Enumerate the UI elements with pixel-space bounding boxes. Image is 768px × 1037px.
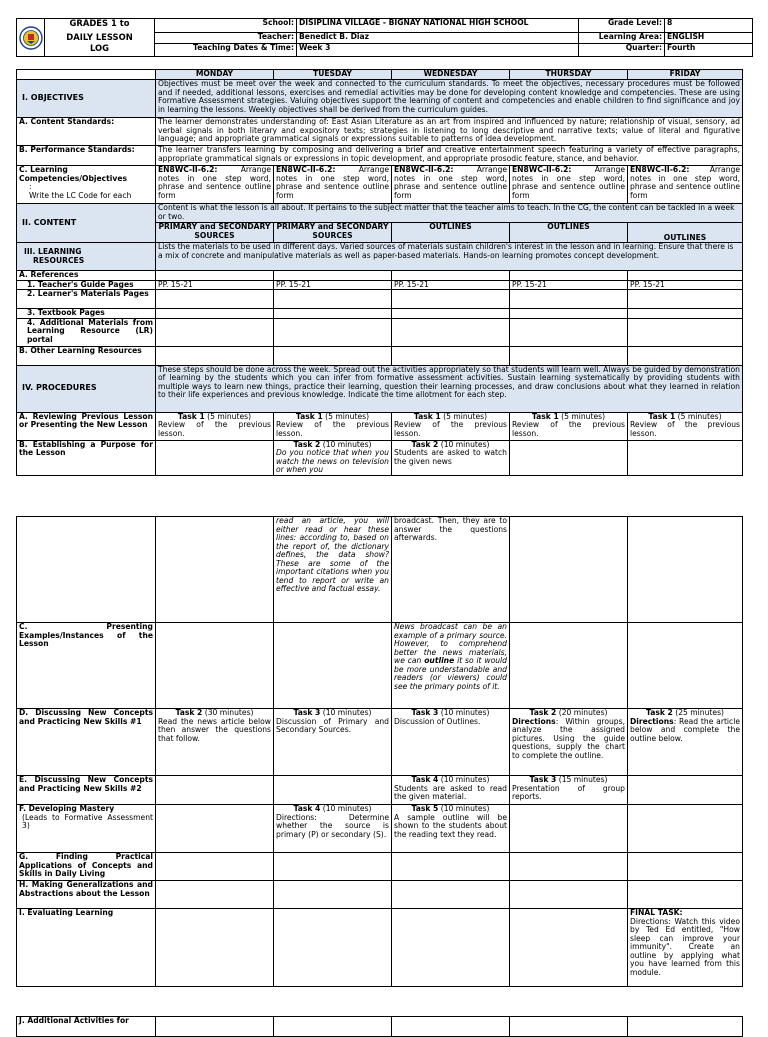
content-desc-row <box>17 204 743 223</box>
proc-i-friday: FINAL TASK: Directions: Watch this video by Ted Ed entitled, "How sleep can improve your immunity". Create an outline by applying what you have learned from this module. <box>628 909 743 987</box>
school-label: School: <box>155 19 297 33</box>
proc-e-row <box>17 776 743 805</box>
proc-d-tuesday: Task 3 (10 minutes) Discussion of Primary and Secondary Sources. <box>274 709 392 776</box>
proc-f-label-2: (Leads to Formative Assessment 3) <box>22 812 153 830</box>
lm-pages-row <box>17 290 743 309</box>
proc-f-wednesday: Task 5 (10 minutes) A sample outline will be shown to the students about the reading text they read. <box>392 805 510 853</box>
content-standards-label: A. Content Standards: <box>17 118 156 146</box>
proc-b-label: B. Establishing a Purpose for the Lesson <box>17 440 156 475</box>
days-row <box>17 70 743 80</box>
competencies-colon: : <box>29 182 32 191</box>
tg-pages-row <box>17 280 743 290</box>
proc-c-wednesday: News broadcast can be an example of a primary source. However, to comprehend better the news materials, we can outline it so it would be more understandable and readers (or viewers) could see the primary points of it. <box>392 623 510 709</box>
proc-a-row <box>17 412 743 440</box>
additional-materials-row <box>17 318 743 346</box>
other-resources-label: B. Other Learning Resources <box>17 346 156 365</box>
additional-materials-label: 4. Additional Materials from Learning Resource (LR) portal <box>17 318 156 346</box>
grade-value: 8 <box>665 19 753 33</box>
grade-label: Grade Level: <box>579 19 665 33</box>
proc-a-label: A. Reviewing Previous Lesson or Presenting the New Lesson <box>17 412 156 440</box>
proc-h-label: H. Making Generalizations and Abstractions about the Lesson <box>17 881 156 909</box>
proc-d-wednesday: Task 3 (10 minutes) Discussion of Outlines. <box>392 709 510 776</box>
tg-pages-label: 1. Teacher's Guide Pages <box>17 280 156 290</box>
dll-additional-table <box>16 1016 743 1037</box>
quarter-value: Fourth <box>665 44 753 57</box>
header-title-2: DAILY LESSON <box>45 33 155 44</box>
tg-tuesday: PP. 15-21 <box>274 280 392 290</box>
references-label: A. References <box>17 271 156 281</box>
proc-b-tuesday: Task 2 (10 minutes) Do you notice that when you watch the news on television or when you <box>274 440 392 475</box>
proc-b-row <box>17 440 743 475</box>
proc-a-wednesday: Task 1 (5 minutes) Review of the previous lesson. <box>392 412 510 440</box>
proc-c-label: C. Presenting Examples/Instances of the Lesson <box>17 623 156 709</box>
proc-b-wednesday-cont: broadcast. Then, they are to answer the questions afterwards. <box>392 517 510 623</box>
content-monday: PRIMARY and SECONDARY SOURCES <box>156 223 274 243</box>
resources-row <box>17 243 743 271</box>
area-value: ENGLISH <box>665 33 753 44</box>
performance-standards-row <box>17 146 743 166</box>
content-standards-row <box>17 118 743 146</box>
day-wednesday: WEDNESDAY <box>392 70 510 80</box>
school-value: DISIPLINA VILLAGE - BIGNAY NATIONAL HIGH SCHOOL <box>297 19 579 33</box>
competency-thursday: EN8WC-II-6.2: Arrange notes in one step word, phrase and sentence outline form <box>510 166 628 204</box>
quarter-label: Quarter: <box>579 44 665 57</box>
proc-e-thursday: Task 3 (15 minutes) Presentation of group reports. <box>510 776 628 805</box>
procedures-label: IV. PROCEDURES <box>17 365 156 412</box>
proc-d-label: D. Discussing New Concepts and Practicing New Skills #1 <box>17 709 156 776</box>
header-table <box>16 18 753 57</box>
day-thursday: THURSDAY <box>510 70 628 80</box>
proc-i-label: I. Evaluating Learning <box>17 909 156 987</box>
other-resources-row <box>17 346 743 365</box>
proc-e-label: E. Discussing New Concepts and Practicing New Skills #2 <box>17 776 156 805</box>
tg-monday: PP. 15-21 <box>156 280 274 290</box>
proc-f-row <box>17 805 743 853</box>
proc-g-label: G. Finding Practical Applications of Concepts and Skills in Daily Living <box>17 853 156 881</box>
performance-standards-label: B. Performance Standards: <box>17 146 156 166</box>
teacher-label: Teacher: <box>155 33 297 44</box>
content-label: II. CONTENT <box>17 204 156 243</box>
dates-value: Week 3 <box>297 44 579 57</box>
objectives-label: I. OBJECTIVES <box>17 80 156 118</box>
objectives-row <box>17 80 743 118</box>
competencies-row <box>17 166 743 204</box>
proc-f-label: F. Developing Mastery <box>19 804 115 813</box>
competencies-label-2: Write the LC Code for each <box>29 190 132 200</box>
tg-wednesday: PP. 15-21 <box>392 280 510 290</box>
proc-a-monday: Task 1 (5 minutes) Review of the previous lesson. <box>156 412 274 440</box>
competencies-label-cell <box>17 166 156 204</box>
competencies-label: C. Learning Competencies/Objectives <box>19 165 128 183</box>
content-standards-text: The learner demonstrates understanding of: East Asian Literature as an art from inspired and influenced by nature; relationship of visual, sensory, ad verbal signals in both literary and expository texts; strategies in listening to long descriptive and narrative texts; value of literal and figurative language; and appropriate grammatical signals or expressions suitable to patterns of idea development. <box>156 118 743 146</box>
procedures-row <box>17 365 743 412</box>
content-text: Content is what the lesson is all about. It pertains to the subject matter that the teacher aims to teach. In the CG, the content can be tackled in a week or two. <box>156 204 743 223</box>
proc-d-monday: Task 2 (30 minutes) Read the news article below then answer the questions that follow. <box>156 709 274 776</box>
textbook-row <box>17 309 743 319</box>
proc-e-wednesday: Task 4 (10 minutes) Students are asked to read the given material. <box>392 776 510 805</box>
area-label: Learning Area: <box>579 33 665 44</box>
competency-friday: EN8WC-II-6.2: Arrange notes in one step word, phrase and sentence outline form <box>628 166 743 204</box>
day-tuesday: TUESDAY <box>274 70 392 80</box>
proc-a-tuesday: Task 1 (5 minutes) Review of the previous lesson. <box>274 412 392 440</box>
resources-label-cell <box>17 243 156 271</box>
proc-j-row <box>17 1017 743 1037</box>
proc-f-label-cell <box>17 805 156 853</box>
header-title-3: LOG <box>45 44 155 57</box>
resources-label-1: III. LEARNING <box>24 247 82 256</box>
day-monday: MONDAY <box>156 70 274 80</box>
lm-pages-label: 2. Learner's Materials Pages <box>17 290 156 309</box>
references-row <box>17 271 743 281</box>
logo-cell <box>17 19 45 57</box>
textbook-label: 3. Textbook Pages <box>17 309 156 319</box>
proc-i-row <box>17 909 743 987</box>
teacher-value: Benedict B. Diaz <box>297 33 579 44</box>
dll-main-table <box>16 69 743 476</box>
competency-tuesday: EN8WC-II-6.2: Arrange notes in one step word, phrase and sentence outline form <box>274 166 392 204</box>
content-friday: OUTLINES <box>628 223 743 243</box>
content-thursday: OUTLINES <box>510 223 628 243</box>
day-friday: FRIDAY <box>628 70 743 80</box>
proc-b-wednesday: Task 2 (10 minutes) Students are asked to watch the given news <box>392 440 510 475</box>
proc-h-row <box>17 881 743 909</box>
proc-j-label: J. Additional Activities for <box>17 1017 156 1037</box>
proc-f-tuesday: Task 4 (10 minutes) Directions: Determine whether the source is primary (P) or secondary (S). <box>274 805 392 853</box>
proc-b-cont-row <box>17 517 743 623</box>
proc-g-row <box>17 853 743 881</box>
resources-label-2: RESOURCES <box>33 255 85 265</box>
proc-a-thursday: Task 1 (5 minutes) Review of the previous lesson. <box>510 412 628 440</box>
competency-wednesday: EN8WC-II-6.2: Arrange notes in one step word, phrase and sentence outline form <box>392 166 510 204</box>
competency-monday: EN8WC-II-6.2: Arrange notes in one step word, phrase and sentence outline form <box>156 166 274 204</box>
procedures-text: These steps should be done across the week. Spread out the activities appropriately so that students will learn well. Always be guided by demonstration of learning by the students which you can infer from formative assessment activities. Sustain learning systematically by providing students with multiple ways to learn new things, practice their learning, question their learning processes, and draw conclusions about what they learned in relation to their life experiences and previous knowledge. Indicate the time allotment for each step. <box>156 365 743 412</box>
deped-seal-icon <box>19 26 43 50</box>
proc-d-row <box>17 709 743 776</box>
performance-standards-text: The learner transfers learning by composing and delivering a brief and creative entertainment speech featuring a variety of effective paragraphs, appropriate grammatical signals or expressions in topic development, and appropriate prosodic feature, stance, and behavior. <box>156 146 743 166</box>
objectives-text: Objectives must be meet over the week and connected to the curriculum standards. To meet the objectives, necessary procedures must be followed and if needed, additional lessons, exercises and remedial activities may be done for developing content knowledge and competencies. These are using Formative Assessment strategies. Valuing objectives support the learning of content and competencies and enable children to find significance and joy in learning the lessons. Weekly objectives shall be derived from the curriculum guides. <box>156 80 743 118</box>
proc-a-friday: Task 1 (5 minutes) Review of the previous lesson. <box>628 412 743 440</box>
content-wednesday: OUTLINES <box>392 223 510 243</box>
proc-c-row <box>17 623 743 709</box>
dll-procedures-table <box>16 516 743 987</box>
proc-b-tuesday-cont: read an article, you will either read or hear these lines: according to, based on the report of, the dictionary defines, the data show? These are some of the important citations when you tend to report or write an effective and factual essay. <box>274 517 392 623</box>
tg-thursday: PP. 15-21 <box>510 280 628 290</box>
header-title-1: GRADES 1 to <box>45 19 155 33</box>
dates-label: Teaching Dates & Time: <box>155 44 297 57</box>
resources-text: Lists the materials to be used in different days. Varied sources of materials sustain children's interest in the lesson and in learning. Ensure that there is a mix of concrete and manipulative materials as well as paper-based materials. Hands-on learning promotes concept development. <box>156 243 743 271</box>
proc-d-thursday: Task 2 (20 minutes) Directions: Within groups, analyze the assigned pictures. Using the guide questions, supply the chart to complete the outline. <box>510 709 628 776</box>
content-tuesday: PRIMARY and SECONDARY SOURCES <box>274 223 392 243</box>
proc-d-friday: Task 2 (25 minutes) Directions: Read the article below and complete the outline below. <box>628 709 743 776</box>
tg-friday: PP. 15-21 <box>628 280 743 290</box>
